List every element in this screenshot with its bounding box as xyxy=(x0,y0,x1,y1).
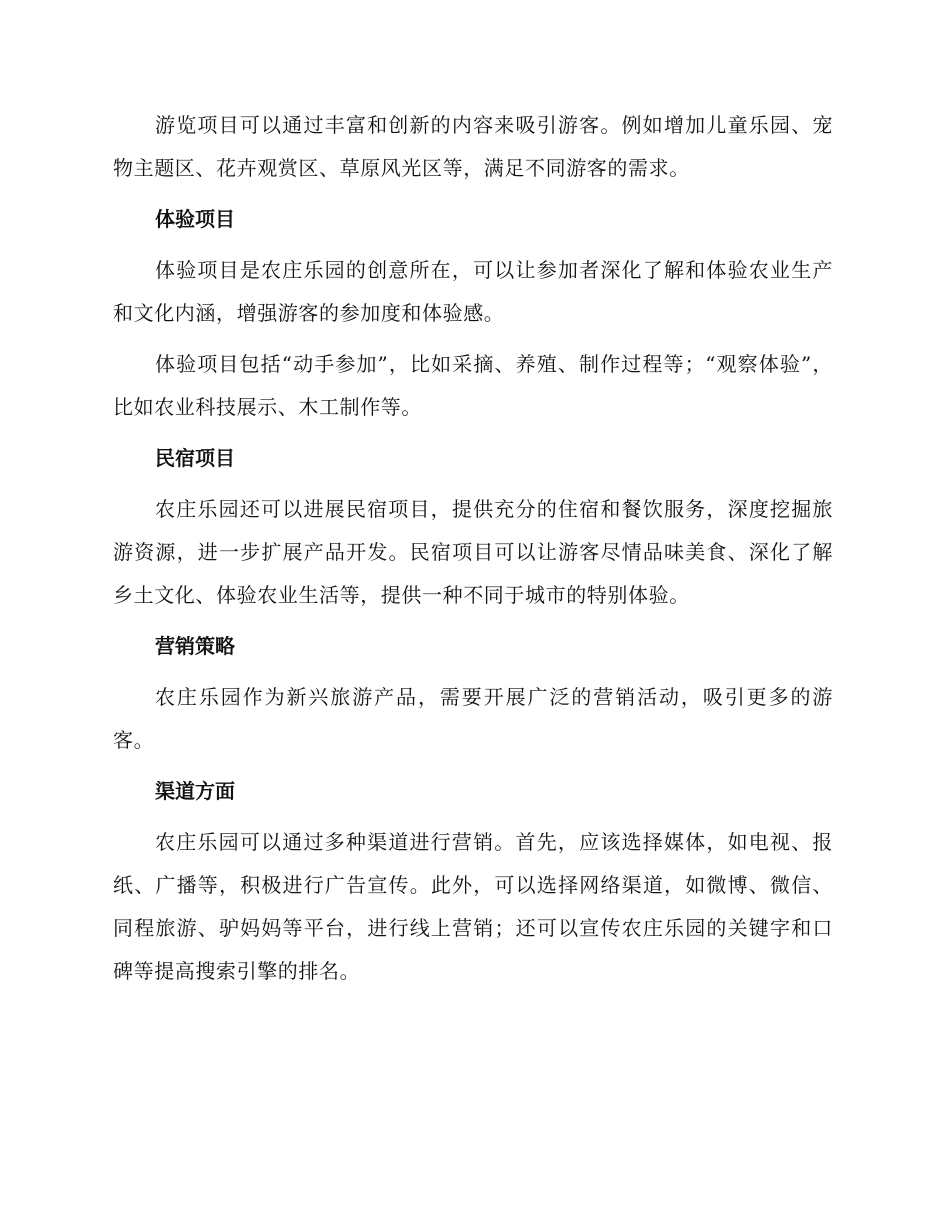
paragraph-marketing: 农庄乐园作为新兴旅游产品，需要开展广泛的营销活动，吸引更多的游客。 xyxy=(113,685,833,752)
heading-experience-projects: 体验项目 xyxy=(155,207,235,231)
heading-channels: 渠道方面 xyxy=(155,779,235,803)
paragraph-experience-types: 体验项目包括“动手参加”，比如采摘、养殖、制作过程等；“观察体验”，比如农业科技展示、木工制作等。 xyxy=(113,352,833,419)
heading-homestay-projects: 民宿项目 xyxy=(155,446,235,470)
document-page xyxy=(113,104,833,993)
heading-marketing-strategy: 营销策略 xyxy=(155,634,235,658)
paragraph-channels: 农庄乐园可以通过多种渠道进行营销。首先，应该选择媒体，如电视、报纸、广播等，积极进行广告宣传。此外，可以选择网络渠道，如微博、微信、同程旅游、驴妈妈等平台，进行线上营销；还可以宣传农庄乐园的关键字和口碑等提高搜索引擎的排名。 xyxy=(113,830,833,983)
paragraph-sightseeing: 游览项目可以通过丰富和创新的内容来吸引游客。例如增加儿童乐园、宠物主题区、花卉观赏区、草原风光区等，满足不同游客的需求。 xyxy=(113,113,833,180)
paragraph-experience-intro: 体验项目是农庄乐园的创意所在，可以让参加者深化了解和体验农业生产和文化内涵，增强游客的参加度和体验感。 xyxy=(113,258,833,325)
paragraph-homestay: 农庄乐园还可以进展民宿项目，提供充分的住宿和餐饮服务，深度挖掘旅游资源，进一步扩展产品开发。民宿项目可以让游客尽情品味美食、深化了解乡土文化、体验农业生活等，提供一种不同于城市的特别体验。 xyxy=(113,497,833,607)
